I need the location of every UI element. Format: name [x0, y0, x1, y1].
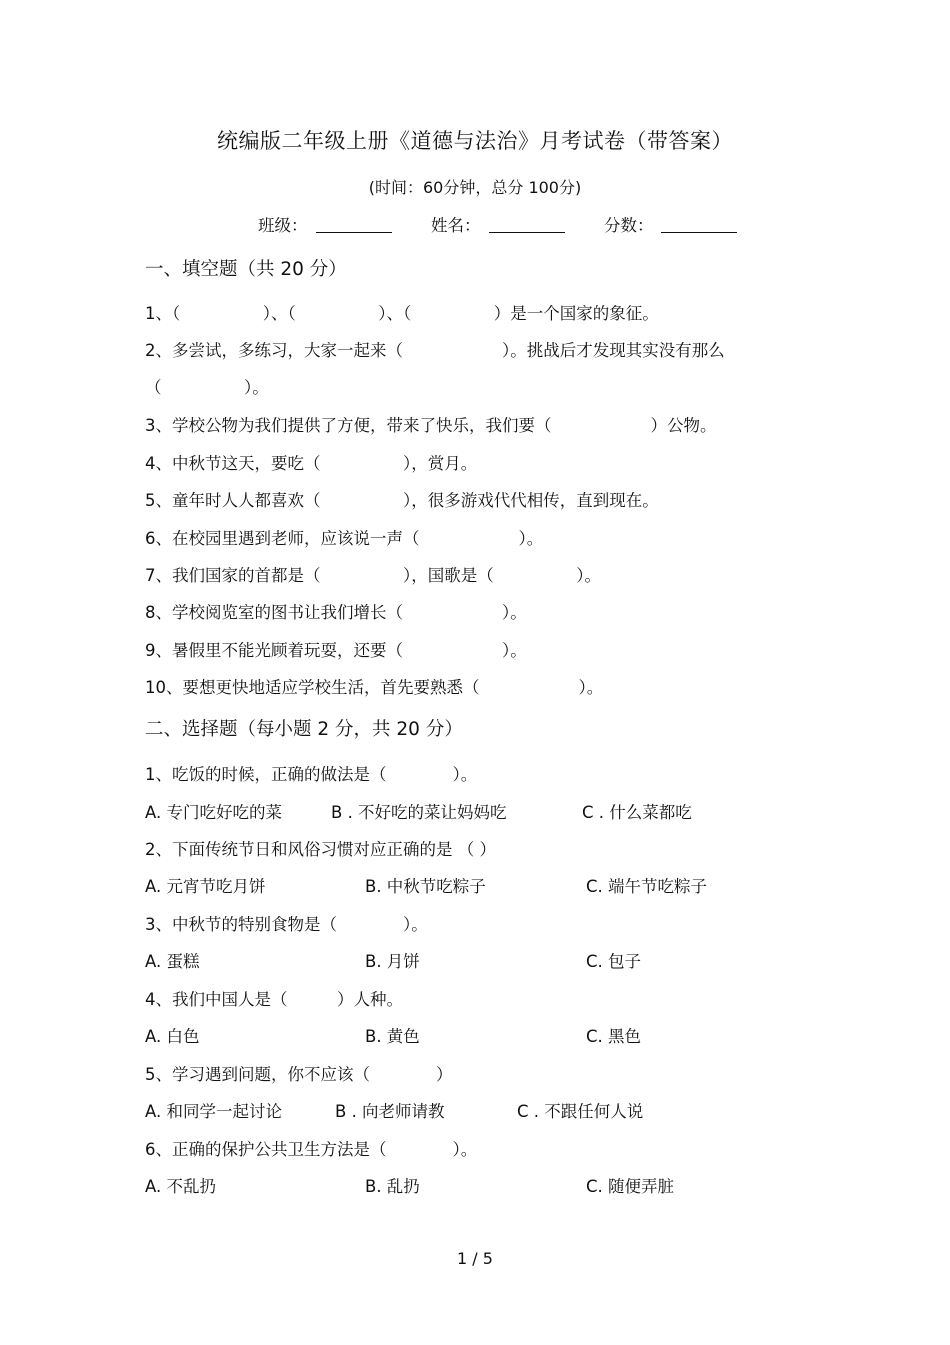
section-fill-in-heading: 一、填空题（共 20 分） — [145, 259, 347, 280]
class-blank[interactable] — [316, 232, 392, 233]
choice-question: 1、吃饭的时候，正确的做法是（ ）。 — [145, 765, 478, 784]
choice-question: 3、中秋节的特别食物是（ ）。 — [145, 915, 428, 934]
page-number: 1 / 5 — [457, 1249, 493, 1268]
choice-option-a[interactable]: A. 不乱扔 — [145, 1177, 216, 1196]
exam-subtitle: (时间：60分钟，总分 100分) — [368, 178, 582, 197]
fill-question: 10、要想更快地适应学校生活，首先要熟悉（ ）。 — [145, 678, 604, 697]
choice-option-a[interactable]: A. 和同学一起讨论 — [145, 1102, 282, 1121]
choice-option-c[interactable]: C . 什么菜都吃 — [582, 803, 692, 822]
fill-question: 3、学校公物为我们提供了方便，带来了快乐，我们要（ ）公物。 — [145, 416, 717, 435]
choice-option-c[interactable]: C. 黑色 — [586, 1027, 642, 1046]
choice-option-b[interactable]: B . 不好吃的菜让妈妈吃 — [331, 803, 507, 822]
choice-option-c[interactable]: C. 端午节吃粽子 — [586, 877, 708, 896]
fill-question: 5、童年时人人都喜欢（ ），很多游戏代代相传，直到现在。 — [145, 491, 659, 510]
choice-question: 5、学习遇到问题，你不应该（ ） — [145, 1065, 453, 1084]
choice-option-a[interactable]: A. 专门吃好吃的菜 — [145, 803, 282, 822]
choice-option-c[interactable]: C . 不跟任何人说 — [517, 1102, 644, 1121]
score-blank[interactable] — [661, 232, 737, 233]
fill-question: 7、我们国家的首都是（ ），国歌是（ ）。 — [145, 566, 601, 585]
score-label: 分数： — [604, 216, 654, 235]
fill-question: 2、多尝试，多练习，大家一起来（ ）。挑战后才发现其实没有那么 — [145, 341, 725, 360]
choice-option-b[interactable]: B. 黄色 — [365, 1027, 420, 1046]
fill-question-continued: （ ）。 — [145, 378, 269, 397]
section-choice-heading: 二、选择题（每小题 2 分，共 20 分） — [145, 719, 463, 740]
choice-question: 6、正确的保护公共卫生方法是（ ）。 — [145, 1140, 478, 1159]
choice-question: 2、下面传统节日和风俗习惯对应正确的是 （ ） — [145, 840, 496, 859]
fill-question: 8、学校阅览室的图书让我们增长（ ）。 — [145, 603, 527, 622]
choice-option-b[interactable]: B. 乱扔 — [365, 1177, 420, 1196]
fill-question: 9、暑假里不能光顾着玩耍，还要（ ）。 — [145, 641, 527, 660]
fill-question: 6、在校园里遇到老师，应该说一声（ ）。 — [145, 529, 544, 548]
exam-title: 统编版二年级上册《道德与法治》月考试卷（带答案） — [217, 129, 733, 153]
choice-option-c[interactable]: C. 随便弄脏 — [586, 1177, 675, 1196]
choice-option-a[interactable]: A. 白色 — [145, 1027, 200, 1046]
name-blank[interactable] — [489, 232, 565, 233]
choice-option-c[interactable]: C. 包子 — [586, 952, 642, 971]
choice-question: 4、我们中国人是（ ）人种。 — [145, 990, 403, 1009]
student-info-row — [0, 212, 950, 238]
fill-question: 1、（ ）、（ ）、（ ）是一个国家的象征。 — [145, 304, 659, 323]
choice-option-a[interactable]: A. 蛋糕 — [145, 952, 200, 971]
choice-option-b[interactable]: B . 向老师请教 — [335, 1102, 445, 1121]
class-label: 班级： — [258, 216, 308, 235]
choice-option-b[interactable]: B. 中秋节吃粽子 — [365, 877, 486, 896]
name-label: 姓名： — [431, 216, 481, 235]
choice-option-a[interactable]: A. 元宵节吃月饼 — [145, 877, 266, 896]
choice-option-b[interactable]: B. 月饼 — [365, 952, 420, 971]
fill-question: 4、中秋节这天，要吃（ ），赏月。 — [145, 454, 478, 473]
